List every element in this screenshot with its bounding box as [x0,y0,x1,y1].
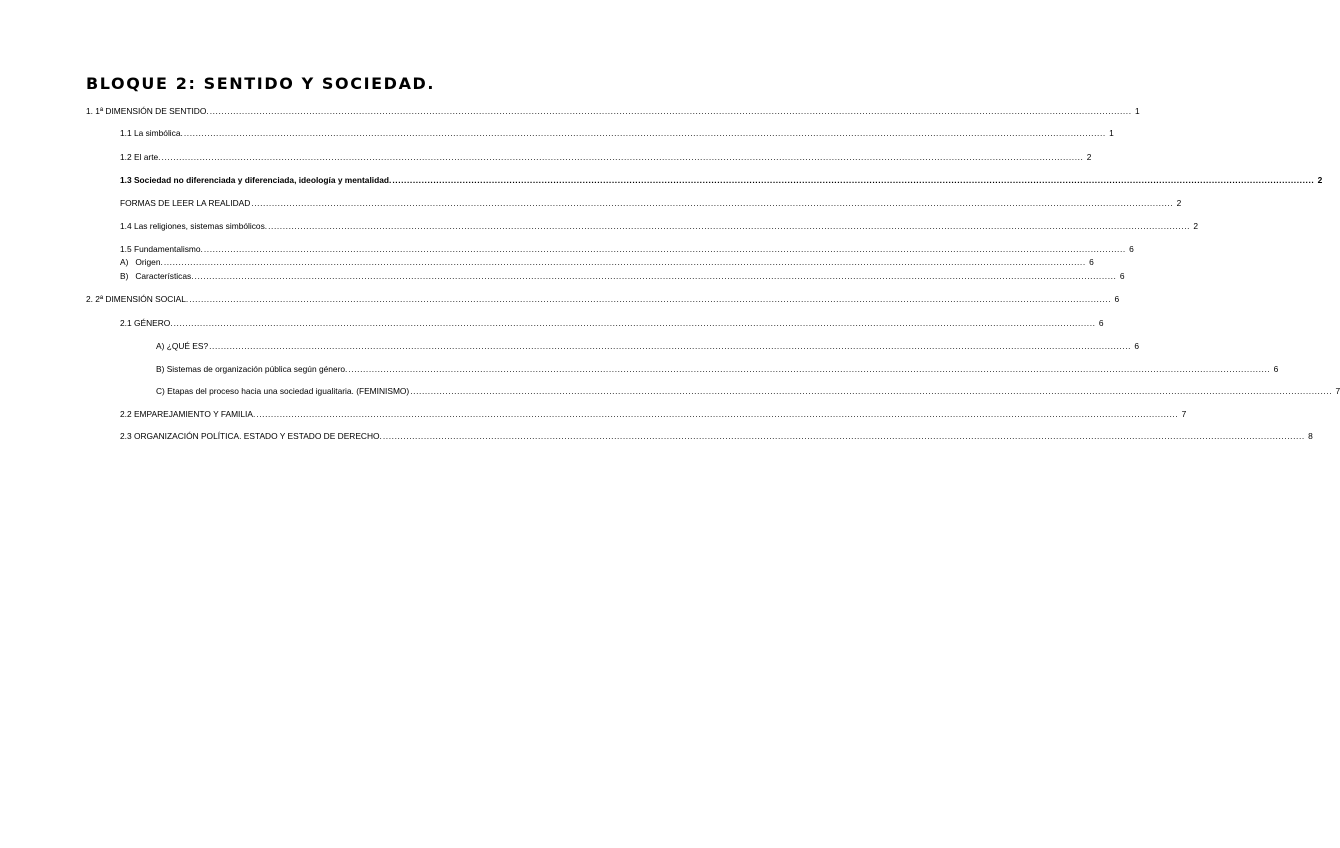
toc-entry-label: 1. 1ª DIMENSIÓN DE SENTIDO. [86,106,209,116]
toc-dot-leader: ........................................................................................................................................................................................................................................................................................................................... [161,152,1084,162]
toc-entry-label: 1.5 Fundamentalismo. [120,244,203,254]
toc-entry-label: C) Etapas del proceso hacia una sociedad igualitaria. (FEMINISMO) [156,386,410,396]
toc-entry[interactable] [120,256,1094,268]
toc-dot-leader: ........................................................................................................................................................................................................................................................................................................................... [268,221,1191,231]
toc-entry[interactable] [120,127,1114,139]
toc-entry-label: 1.2 El arte. [120,152,161,162]
toc-entry[interactable] [86,105,1140,117]
toc-dot-leader: ........................................................................................................................................................................................................................................................................................................................... [189,294,1112,304]
toc-entry-label: 1.1 La simbólica. [120,128,183,138]
toc-entry-page-number: 6 [1273,364,1279,374]
toc-dot-leader: ........................................................................................................................................................................................................................................................................................................................... [256,409,1179,419]
toc-entry[interactable] [120,197,1182,209]
toc-entry-page-number: 8 [1308,431,1313,441]
toc-entry[interactable] [120,317,1104,329]
toc-entry[interactable] [156,340,1140,352]
toc-entry-label: A) Origen. [120,257,163,267]
toc-entry-page-number: 6 [1129,244,1134,254]
toc-entry[interactable] [156,363,1279,375]
toc-dot-leader: ........................................................................................................................................................................................................................................................................................................................... [209,341,1132,351]
toc-dot-leader: ........................................................................................................................................................................................................................................................................................................................... [251,198,1174,208]
toc-entry[interactable] [120,430,1313,442]
toc-entry-page-number: 1 [1134,106,1140,116]
toc-entry-page-number: 6 [1089,257,1094,267]
toc-entry-page-number: 6 [1114,294,1120,304]
toc-entry-page-number: 6 [1098,318,1104,328]
toc-entry-label: A) ¿QUÉ ES? [156,341,209,351]
toc-entry[interactable] [120,151,1092,163]
toc-entry-label: B) Sistemas de organización pública según género. [156,364,348,374]
toc-dot-leader: ........................................................................................................................................................................................................................................................................................................................... [173,318,1096,328]
toc-entry-label: 1.3 Sociedad no diferenciada y diferenciada, ideología y mentalidad. [120,175,392,185]
toc-entry-page-number: 7 [1335,386,1340,396]
toc-entry[interactable] [156,385,1340,397]
toc-entry-label: FORMAS DE LEER LA REALIDAD [120,198,251,208]
toc-entry-label: 2.2 EMPAREJAMIENTO Y FAMILIA. [120,409,256,419]
toc-entry[interactable] [120,220,1199,232]
toc-entry-page-number: 7 [1181,409,1187,419]
toc-entry-page-number: 6 [1119,271,1125,281]
toc-entry-page-number: 2 [1086,152,1092,162]
toc-entry[interactable] [120,243,1134,255]
toc-entry-label: 2.1 GÉNERO. [120,318,173,328]
toc-entry-page-number: 1 [1109,128,1114,138]
toc-entry-label: B) Características. [120,271,194,281]
toc-dot-leader: ........................................................................................................................................................................................................................................................................................................................... [203,244,1126,254]
toc-entry-label: 2.3 ORGANIZACIÓN POLÍTICA. ESTADO Y ESTADO DE DERECHO. [120,431,382,441]
toc-entry[interactable] [86,293,1120,305]
toc-dot-leader: ........................................................................................................................................................................................................................................................................................................................... [382,431,1305,441]
toc-dot-leader: ........................................................................................................................................................................................................................................................................................................................... [209,106,1132,116]
document-title: BLOQUE 2: SENTIDO Y SOCIEDAD. [86,74,436,93]
toc-entry[interactable] [120,174,1323,186]
toc-entry[interactable] [120,408,1187,420]
toc-dot-leader: ........................................................................................................................................................................................................................................................................................................................... [163,257,1086,267]
toc-dot-leader: ........................................................................................................................................................................................................................................................................................................................... [392,175,1315,185]
toc-dot-leader: ........................................................................................................................................................................................................................................................................................................................... [183,128,1106,138]
toc-entry-page-number: 2 [1317,175,1323,185]
toc-entry-page-number: 6 [1134,341,1140,351]
toc-entry-label: 1.4 Las religiones, sistemas simbólicos. [120,221,268,231]
toc-entry-page-number: 2 [1193,221,1199,231]
toc-entry-page-number: 2 [1176,198,1182,208]
toc-dot-leader: ........................................................................................................................................................................................................................................................................................................................... [410,386,1333,396]
toc-entry-label: 2. 2ª DIMENSIÓN SOCIAL. [86,294,189,304]
toc-dot-leader: ........................................................................................................................................................................................................................................................................................................................... [194,271,1117,281]
toc-dot-leader: ........................................................................................................................................................................................................................................................................................................................... [348,364,1271,374]
toc-entry[interactable] [120,270,1125,282]
